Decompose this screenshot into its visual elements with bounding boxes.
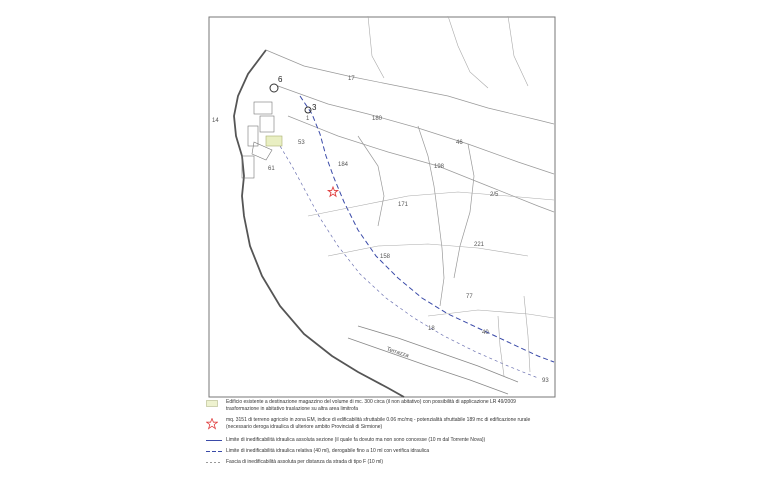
parcel-boundary (524, 296, 530, 372)
building-hatch-icon (206, 400, 218, 410)
road-label: Terrazza (385, 346, 410, 360)
parcel-boundary (278, 86, 554, 174)
parcel-boundary (448, 16, 488, 88)
legend-item (206, 399, 556, 417)
cadastral-map (208, 16, 556, 398)
blue-line-icon (206, 438, 222, 446)
parcel-label: 77 (466, 294, 473, 300)
cadastral-map-drawing (208, 16, 556, 398)
legend-item-text: Limite di inedificabilità idraulica assoluta sezione (il quale fa dovuto ma non sono concesse (10 m dal Torrente Nova)) (226, 437, 486, 443)
legend-item (206, 448, 556, 459)
parcel-label: 221 (474, 242, 485, 248)
legend-item (206, 417, 556, 437)
legend-item-text: mq. 3151 di terreno agricolo in zona EM, indice di edificabilità sfruttabile 0.06 mc/mq - potenzialità sfruttabile 189 mc di edificazione rurale (necessario deroga idraulica di ulteriore ambito Provinciali di Sirmione) (226, 417, 531, 430)
parcel-boundary (368, 16, 384, 78)
parcel-boundary (498, 316, 504, 376)
parcel-boundary (508, 16, 528, 86)
legend-item-text: Edificio esistente a destinazione magazzino del volume di mc. 300 circa (il non abitativo) con possibilità di applicazione LR 49/2009 trasformazione in abitativo traslazione su altra area limitrofa (226, 399, 516, 412)
parcel-label: 14 (212, 118, 219, 124)
road-edge (358, 326, 518, 382)
parcel-label: 2/5 (490, 192, 499, 198)
parcel-label: 61 (268, 166, 275, 172)
parcel-label: 17 (348, 76, 355, 82)
road-edge (348, 338, 508, 394)
parcel-label: 93 (542, 378, 549, 384)
parcel-label: 180 (372, 116, 383, 122)
parcel-label: 46 (456, 140, 463, 146)
parcel-label: 198 (434, 164, 445, 170)
parcel-label: 184 (338, 162, 349, 168)
legend-item (206, 437, 556, 448)
parcel-boundary (328, 244, 528, 256)
legend-item-text: Fascia di inedificabilità assoluta per distanza da strada di tipo F (10 ml) (226, 459, 384, 465)
red-star-marker (328, 187, 338, 196)
parcel-label: 40 (482, 330, 489, 336)
parcel-label: 158 (380, 254, 391, 260)
parcel-label: 1 (306, 116, 310, 122)
parcel-label: 18 (428, 326, 435, 332)
red-star-icon (206, 418, 218, 433)
parcel-boundary (288, 116, 554, 212)
parcel-boundary (428, 310, 554, 318)
point-marker-6 (270, 84, 278, 92)
map-legend (206, 399, 556, 470)
highlighted-building (266, 136, 282, 146)
blue-dash-line-icon (206, 449, 222, 457)
parcel-label: 3 (312, 103, 317, 112)
legend-item-text: Limite di inedificabilità idraulica relativa (40 ml), derogabile fino a 10 ml con verifica idraulica (226, 448, 430, 454)
parcel-boundary (308, 192, 554, 216)
point-marker-3 (305, 107, 311, 113)
parcel-boundary (418, 126, 444, 306)
parcel-boundary (454, 144, 474, 278)
buildings-cluster (242, 102, 282, 178)
legend-item (206, 459, 556, 470)
parcel-label: 53 (298, 140, 305, 146)
parcel-label: 6 (278, 75, 283, 84)
parcel-label: 171 (398, 202, 409, 208)
gray-dash-line-icon (206, 460, 222, 468)
